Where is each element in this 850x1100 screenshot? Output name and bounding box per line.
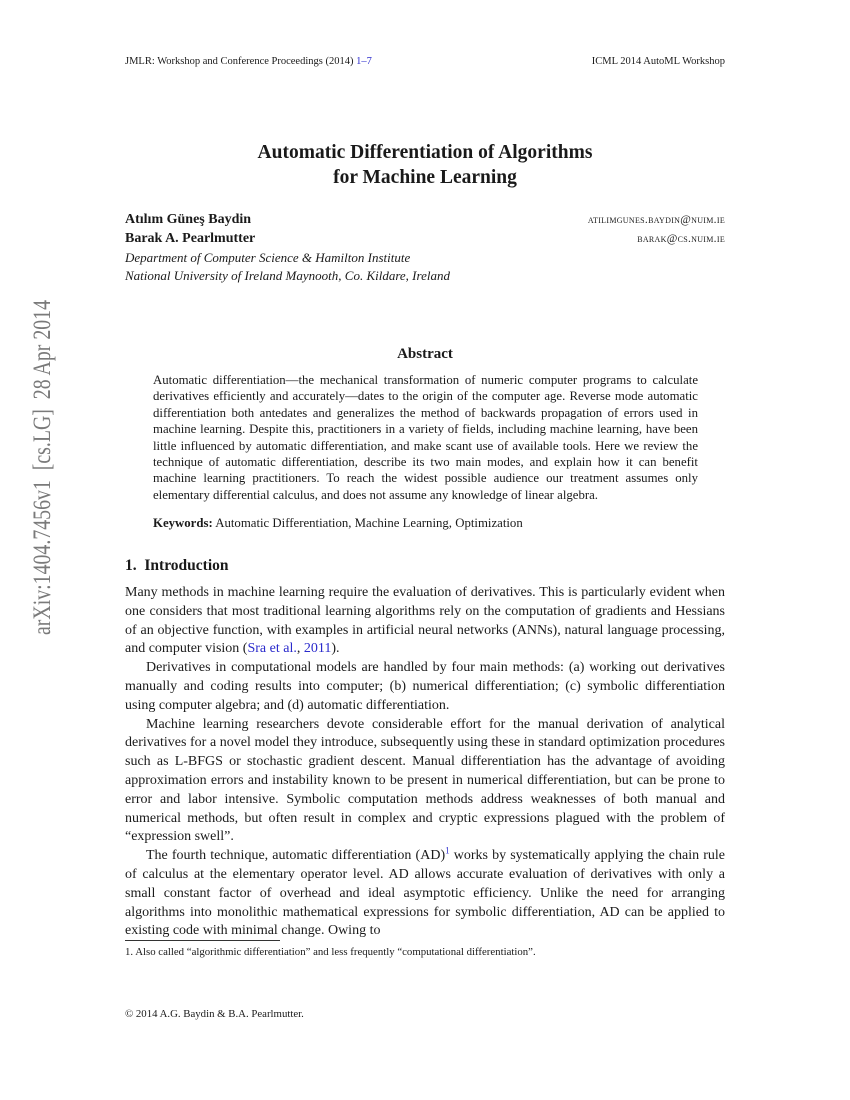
intro-p4-rest: works by systematically applying the chain rule of calculus at the elementary operator level. AD allows accurate evaluation of derivatives with only a small constant factor of overhead and ideal asymptotic efficiency. Unlike the need for arranging algorithms into monolithic mathematical expressions for symbolic differentiation, AD can be applied to existing code with minimal change. Owing to xyxy=(125,848,725,939)
running-head-left xyxy=(125,56,372,67)
abstract-heading: Abstract xyxy=(397,346,453,362)
section-number: 1. xyxy=(125,557,137,574)
intro-paragraph-2: Derivatives in computational models are handled by four main methods: (a) working out derivatives manually and coding results into computer; (b) numerical differentiation; (c) symbolic differentiation using computer algebra; and (d) automatic differentiation. xyxy=(125,660,725,713)
paper-title xyxy=(0,140,850,190)
citation-separator: , xyxy=(296,641,304,657)
title-line-2: for Machine Learning xyxy=(333,167,517,188)
intro-p1-end: ). xyxy=(331,641,340,657)
keywords-list: Automatic Differentiation, Machine Learning, Optimization xyxy=(215,516,523,530)
title-line-1: Automatic Differentiation of Algorithms xyxy=(257,142,593,163)
footnote-marker-link[interactable]: 1 xyxy=(445,845,450,856)
intro-paragraph-4 xyxy=(125,847,725,941)
keywords-label: Keywords: xyxy=(153,516,213,530)
keywords xyxy=(153,516,698,531)
author-name-1: Atılım Güneş Baydin xyxy=(125,212,252,227)
running-head-right: ICML 2014 AutoML Workshop xyxy=(591,56,725,67)
intro-p1-text: Many methods in machine learning require the evaluation of derivatives. This is particularly evident when one considers that most traditional learning algorithms rely on the computation of gradients and Hessians of an objective function, with examples in artificial neural networks (ANNs), natural language processing, and computer vision ( xyxy=(125,585,725,657)
intro-p4-text: The fourth technique, automatic differentiation (AD) xyxy=(146,848,446,864)
intro-body xyxy=(125,584,725,941)
affiliation-line-2: National University of Ireland Maynooth, Co. Kildare, Ireland xyxy=(125,268,450,283)
author-email-2[interactable]: barak@cs.nuim.ie xyxy=(637,233,725,245)
page-range-link[interactable]: 1–7 xyxy=(356,56,372,67)
copyright-notice: © 2014 A.G. Baydin & B.A. Pearlmutter. xyxy=(125,1008,304,1020)
section-title: Introduction xyxy=(144,557,229,574)
citation-sra-link[interactable]: Sra et al. xyxy=(247,641,297,657)
intro-paragraph-3: Machine learning researchers devote considerable effort for the manual derivation of analytical derivatives for a novel model they introduce, subsequently using these in standard optimization procedures such as L-BFGS or stochastic gradient descent. Manual differentiation has the advantage of avoiding approximation errors and instability known to be present in numerical differentiation, but can be prone to error and labor intensive. Symbolic computation methods address weaknesses of both manual and numerical methods, but often result in complex and cryptic expressions plagued with the problem of “expression swell”. xyxy=(125,716,725,845)
arxiv-identifier: arXiv:1404.7456v1 [cs.LG] 28 Apr 2014 xyxy=(29,300,56,635)
affiliation-line-1: Department of Computer Science & Hamilton Institute xyxy=(125,250,411,265)
abstract-text: Automatic differentiation—the mechanical transformation of numeric computer programs to calculate derivatives efficiently and accurately—dates to the origin of the computer age. Reverse mode automatic differentiation both antedates and generalizes the method of backwards propagation of errors used in machine learning. Despite this, practitioners in a variety of fields, including machine learning, have been little influenced by automatic differentiation, and make scant use of available tools. Here we review the technique of automatic differentiation, describe its two main modes, and explain how it can benefit machine learning practitioners. To reach the widest possible audience our treatment assumes only elementary differential calculus, and does not assume any knowledge of linear algebra. xyxy=(153,373,698,502)
journal-name: JMLR: Workshop and Conference Proceedings (2014) xyxy=(125,56,354,67)
intro-paragraph-1 xyxy=(125,584,725,659)
footnote-text: 1. Also called “algorithmic differentiation” and less frequently “computational differentiation”. xyxy=(125,946,536,958)
section-heading xyxy=(125,557,229,575)
footnote-divider xyxy=(125,940,280,941)
citation-year-link[interactable]: 2011 xyxy=(303,641,332,657)
author-name-2: Barak A. Pearlmutter xyxy=(125,231,256,246)
author-email-1[interactable]: atilimgunes.baydin@nuim.ie xyxy=(587,214,725,226)
